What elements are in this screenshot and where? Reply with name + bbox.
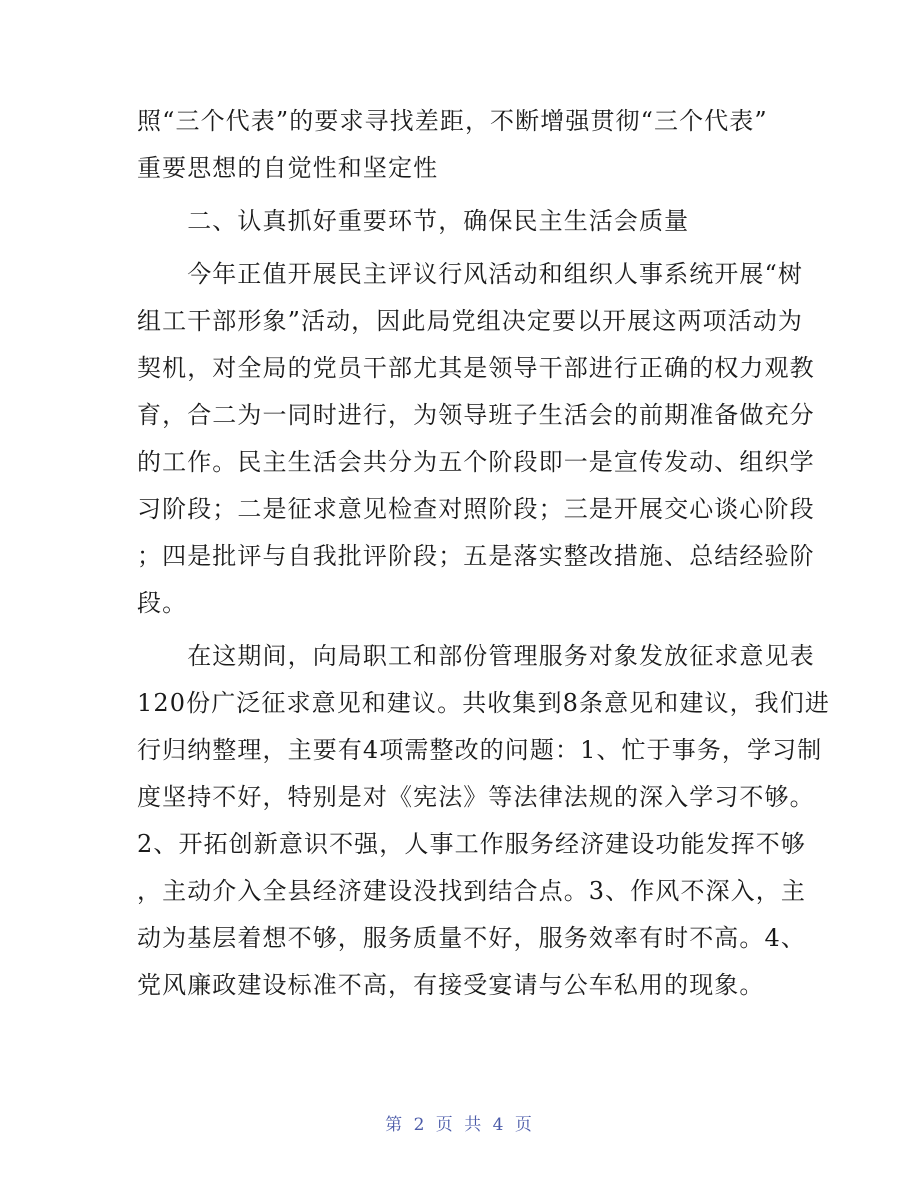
text-line: 照“三个代表”的要求寻找差距，不断增强贯彻“三个代表” [137,107,768,135]
section-heading: 二、认真抓好重要环节，确保民主生活会质量 [137,207,690,235]
text-line: 2、开拓创新意识不强，人事工作服务经济建设功能发挥不够 [137,830,806,858]
text-line: ，主动介入全县经济建设没找到结合点。3、作风不深入，主 [137,877,806,905]
text-line: 契机，对全局的党员干部尤其是领导干部进行正确的权力观教 [137,354,815,382]
text-line: 段。 [137,589,188,617]
text-line: 今年正值开展民主评议行风活动和组织人事系统开展“树 [137,260,803,288]
text-line: 重要思想的自觉性和坚定性 [137,154,439,182]
document-body [137,98,830,1009]
text-line: 育，合二为一同时进行，为领导班子生活会的前期准备做充分 [137,401,815,429]
text-line: 的工作。民主生活会共分为五个阶段即一是宣传发动、组织学 [137,448,815,476]
page-number-footer: 第 2 页 共 4 页 [385,1115,535,1135]
text-line: 120份广泛征求意见和建议。共收集到8条意见和建议，我们进 [137,689,830,717]
text-line: ；四是批评与自我批评阶段；五是落实整改措施、总结经验阶 [137,542,815,570]
text-line: 党风廉政建设标准不高，有接受宴请与公车私用的现象。 [137,971,765,999]
text-line: 组工干部形象”活动，因此局党组决定要以开展这两项活动为 [137,307,803,335]
text-line: 度坚持不好，特别是对《宪法》等法律法规的深入学习不够。 [137,783,815,811]
text-line: 动为基层着想不够，服务质量不好，服务效率有时不高。4、 [137,924,806,952]
text-line: 行归纳整理，主要有4项需整改的问题：1、忙于事务，学习制 [137,736,823,764]
text-line: 习阶段；二是征求意见检查对照阶段；三是开展交心谈心阶段 [137,495,815,523]
text-line: 在这期间，向局职工和部份管理服务对象发放征求意见表 [137,642,815,670]
